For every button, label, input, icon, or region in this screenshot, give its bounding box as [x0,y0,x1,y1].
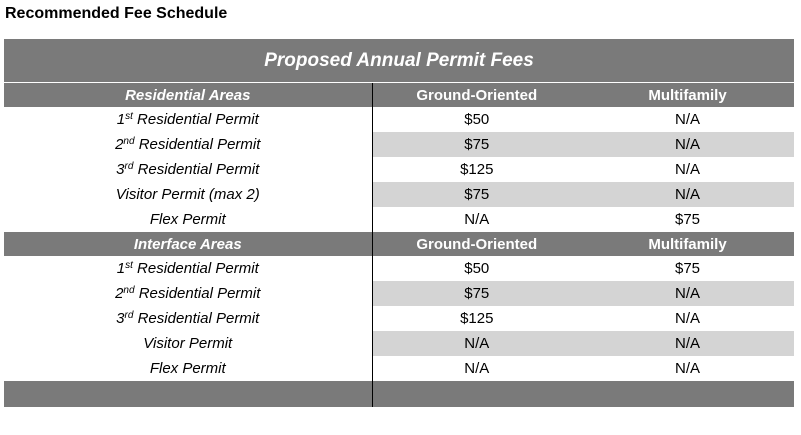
column-header-multifamily: Multifamily [581,232,794,256]
ground-oriented-fee: $125 [460,310,494,327]
multifamily-fee: N/A [581,132,794,157]
footer-cell [4,381,372,407]
table-row [4,132,794,157]
ground-oriented-fee: N/A [372,331,581,356]
table-row [4,356,794,381]
section-label: Interface Areas [4,232,372,256]
table-row [4,207,794,232]
column-header-ground-oriented: Ground-Oriented [372,83,581,108]
multifamily-fee: N/A [675,310,701,327]
multifamily-fee: $75 [674,211,701,228]
permit-fee-table [4,39,794,407]
multifamily-fee: N/A [581,182,794,207]
multifamily-fee: N/A [675,360,701,377]
table-row [4,256,794,281]
multifamily-fee: $75 [674,260,701,277]
ground-oriented-fee: $50 [464,111,490,128]
table-title: Proposed Annual Permit Fees [4,39,794,83]
footer-cell [372,381,581,407]
table-row [4,306,794,331]
ground-oriented-fee: N/A [464,360,490,377]
ground-oriented-fee: $125 [460,161,494,178]
footer-cell [581,381,794,407]
section-header-row [4,83,794,108]
column-header-ground-oriented: Ground-Oriented [372,232,581,256]
multifamily-fee: N/A [581,331,794,356]
section-header-row [4,232,794,256]
table-row [4,107,794,132]
section-label: Residential Areas [4,83,372,108]
permit-label: Visitor Permit (max 2) [4,182,372,207]
multifamily-fee: N/A [675,111,701,128]
table-row [4,157,794,182]
permit-label: 3rd Residential Permit [4,157,372,182]
permit-label: 3rd Residential Permit [4,306,372,331]
multifamily-fee: N/A [581,281,794,306]
ground-oriented-fee: $75 [372,281,581,306]
permit-label: 1st Residential Permit [4,107,372,132]
table-row [4,281,794,306]
ground-oriented-fee: $50 [464,260,490,277]
multifamily-fee: N/A [675,161,701,178]
ground-oriented-fee: $75 [372,182,581,207]
table-row [4,331,794,356]
table-title-row [4,39,794,83]
table-row [4,182,794,207]
permit-label: Visitor Permit [4,331,372,356]
permit-label: Flex Permit [4,356,372,381]
permit-label: 2nd Residential Permit [4,281,372,306]
permit-label: 2nd Residential Permit [4,132,372,157]
page-heading: Recommended Fee Schedule [5,5,228,22]
column-header-multifamily: Multifamily [581,83,794,108]
ground-oriented-fee: $75 [372,132,581,157]
permit-label: Flex Permit [4,207,372,232]
ground-oriented-fee: N/A [464,211,490,228]
table-footer-row [4,381,794,407]
permit-label: 1st Residential Permit [4,256,372,281]
